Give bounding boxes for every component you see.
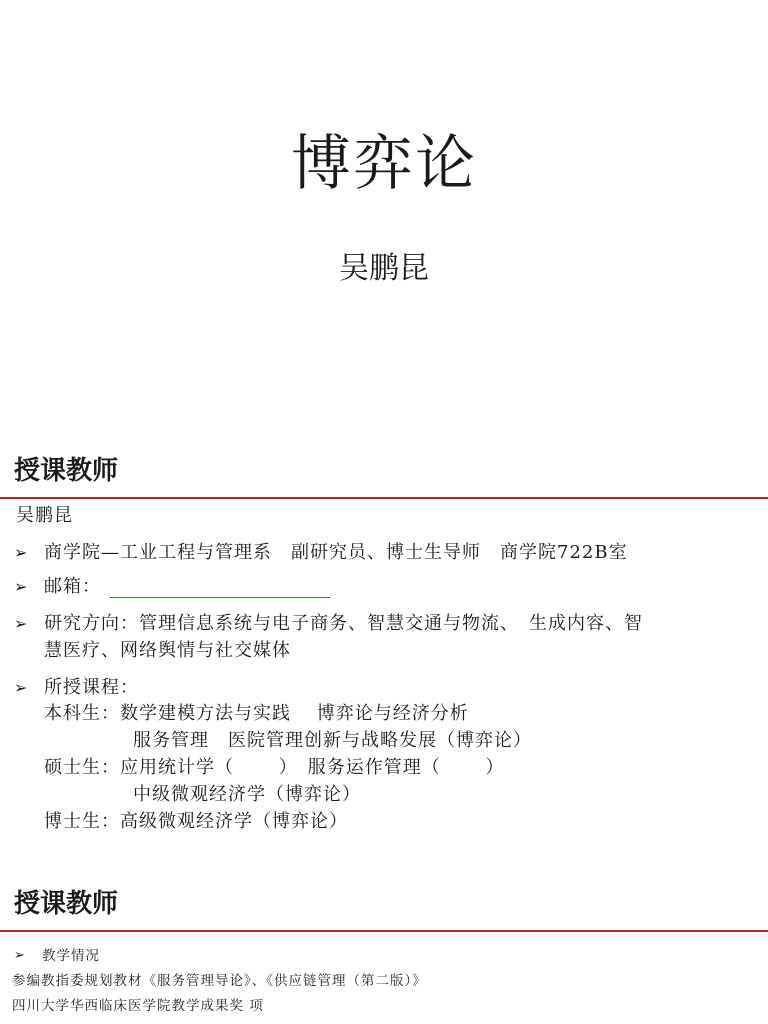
affiliation-text: 商学院—工业工程与管理系 副研究员、博士生导师 商学院722B室 bbox=[44, 542, 628, 563]
master-courses-2: 中级微观经济学（博弈论） bbox=[133, 784, 361, 805]
teaching-label: 教学情况 bbox=[42, 948, 100, 964]
research-line-1: 研究方向：管理信息系统与电子商务、智慧交通与物流、 生成内容、智 bbox=[44, 613, 643, 634]
section-heading-2: 授课教师 bbox=[14, 889, 119, 919]
title-slide bbox=[0, 0, 768, 440]
divider-rule-2 bbox=[0, 930, 768, 932]
divider-rule bbox=[0, 497, 768, 499]
email-link-underline[interactable] bbox=[110, 597, 330, 598]
phd-courses: 博士生：高级微观经济学（博弈论） bbox=[44, 811, 348, 832]
section-heading: 授课教师 bbox=[14, 456, 119, 486]
email-label: 邮箱： bbox=[44, 576, 101, 597]
slide-title: 博弈论 bbox=[291, 129, 477, 199]
undergrad-courses-2: 服务管理 医院管理创新与战略发展（博弈论） bbox=[133, 730, 532, 751]
bullet-arrow-icon: ➢ bbox=[14, 678, 28, 697]
bullet-arrow-icon: ➢ bbox=[14, 577, 28, 596]
slide-author: 吴鹏昆 bbox=[339, 251, 429, 286]
teaching-line-1: 参编教指委规划教材《服务管理导论》、《供应链管理（第二版）》 bbox=[12, 973, 427, 989]
bullet-arrow-icon: ➢ bbox=[14, 614, 28, 633]
research-line-2: 慧医疗、网络舆情与社交媒体 bbox=[44, 640, 291, 661]
courses-label: 所授课程： bbox=[44, 677, 139, 698]
bullet-arrow-icon: ➢ bbox=[14, 948, 25, 963]
master-courses-1: 硕士生：应用统计学（ ） 服务运作管理（ ） bbox=[44, 757, 505, 778]
teaching-line-2: 四川大学华西临床医学院教学成果奖 项 bbox=[12, 998, 264, 1014]
instructor-name: 吴鹏昆 bbox=[16, 505, 73, 526]
bullet-arrow-icon: ➢ bbox=[14, 543, 28, 562]
undergrad-courses-1: 本科生：数学建模方法与实践 博弈论与经济分析 bbox=[44, 703, 469, 724]
